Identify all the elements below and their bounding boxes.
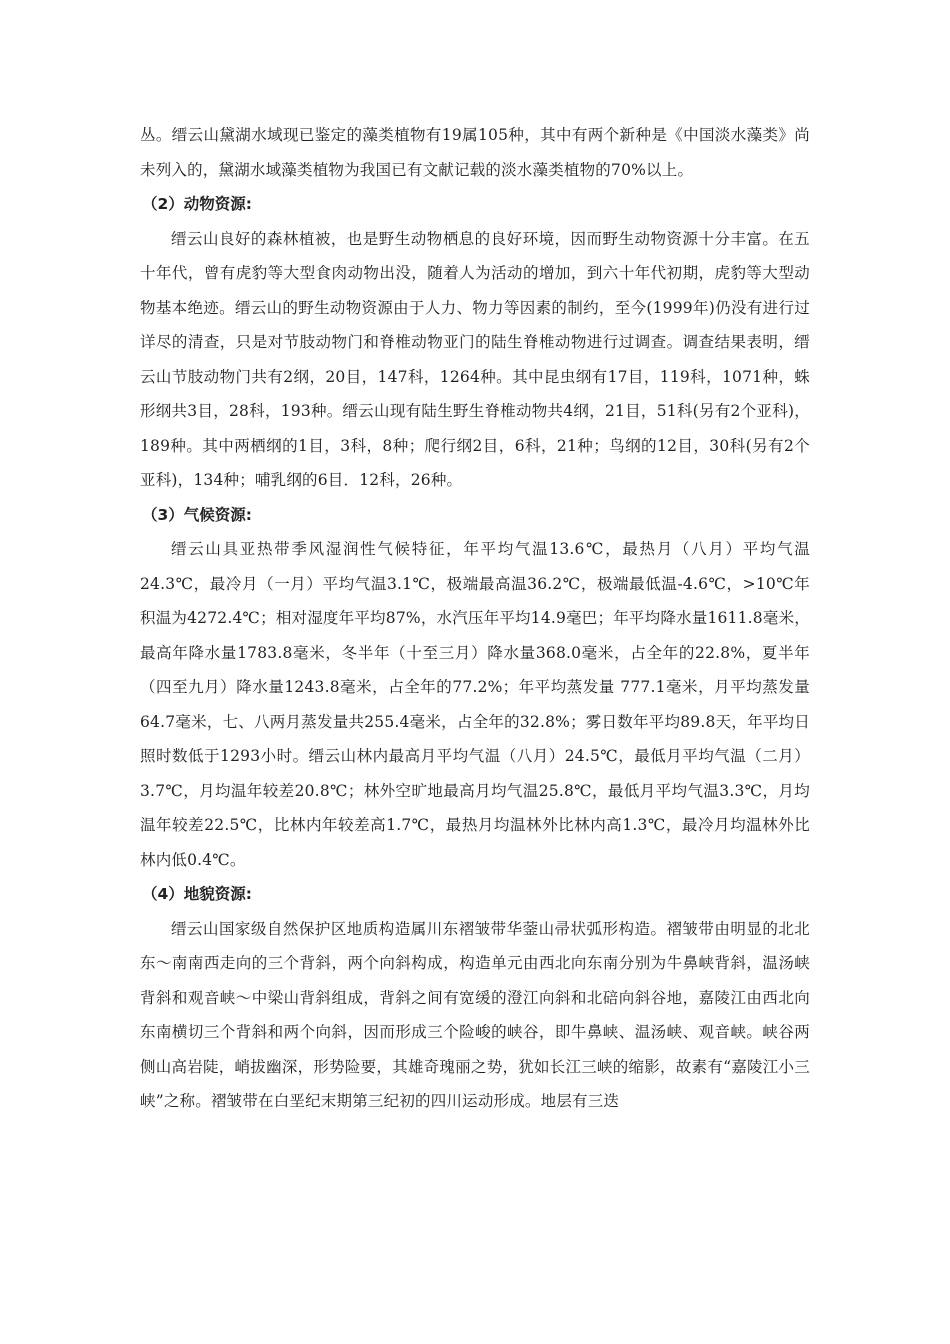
section-heading-climate-resources: （3）气候资源: xyxy=(142,505,252,524)
paragraph-algae-continuation: 丛。缙云山黛湖水域现已鉴定的藻类植物有19属105种，其中有两个新种是《中国淡水藻类》尚未列入的，黛湖水域藻类植物为我国已有文献记载的淡水藻类植物的70%以上。 xyxy=(140,126,810,179)
section-heading-landform-resources: （4）地貌资源: xyxy=(142,885,252,903)
section-heading-animal-resources: （2）动物资源: xyxy=(142,195,252,213)
paragraph-animal-resources: 缙云山良好的森林植被，也是野生动物栖息的良好环境，因而野生动物资源十分丰富。在五十年代，曾有虎豹等大型食肉动物出没，随着人为活动的增加，到六十年代初期，虎豹等大型动物基本绝迹。缙云山的野生动物资源由于人力、物力等因素的制约，至今(1999年)仍没有进行过详尽的清查，只是对节肢动物门和脊椎动物亚门的陆生脊椎动物进行过调查。调查结果表明，缙云山节肢动物门共有2纲，20目，147科，1264种。其中昆虫纲有17目，119科，1071种，蛛形纲共3目，28科，193种。缙云山现有陆生野生脊椎动物共4纲，21目，51科(另有2个亚科)，189种。其中两栖纲的1目，3科，8种；爬行纲2目，6科，21种；鸟纲的12目，30科(另有2个亚科)，134种；哺乳纲的6目．12科，26种。 xyxy=(140,229,810,489)
paragraph-landform-resources: 缙云山国家级自然保护区地质构造属川东褶皱带华蓥山帚状弧形构造。褶皱带由明显的北北东～南南西走向的三个背斜，两个向斜构成，构造单元由西北向东南分别为牛鼻峡背斜，温汤峡背斜和观音峡～中梁山背斜组成，背斜之间有宽缓的澄江向斜和北碚向斜谷地，嘉陵江由西北向东南横切三个背斜和两个向斜，因而形成三个险峻的峡谷，即牛鼻峡、温汤峡、观音峡。峡谷两侧山高岩陡，峭拔幽深，形势险要，其雄奇瑰丽之势，犹如长江三峡的缩影，故素有“嘉陵江小三峡”之称。褶皱带在白垩纪末期第三纪初的四川运动形成。地层有三迭 xyxy=(140,919,810,1110)
paragraph-climate-resources: 缙云山具亚热带季风湿润性气候特征，年平均气温13.6℃，最热月（八月）平均气温24.3℃，最冷月（一月）平均气温3.1℃，极端最高温36.2℃，极端最低温-4.6℃，>10℃年积温为4272.4℃；相对湿度年平均87%，水汽压年平均14.9毫巴；年平均降水量1611.8毫米，最高年降水量1783.8毫米，冬半年（十至三月）降水量368.0毫米，占全年的22.8%，夏半年（四至九月）降水量1243.8毫米，占全年的77.2%；年平均蒸发量 777.1毫米，月平均蒸发量64.7毫米，七、八两月蒸发量共255.4毫米，占全年的32.8%；雾日数年平均89.8天，年平均日照时数低于1293小时。缙云山林内最高月平均气温（八月）24.5℃，最低月平均气温（二月）3.7℃，月均温年较差20.8℃；林外空旷地最高月均气温25.8℃，最低月平均气温3.3℃，月均温年较差22.5℃，比林内年较差高1.7℃，最热月均温林外比林内高1.3℃，最冷月均温林外比林内低0.4℃。 xyxy=(140,540,810,869)
